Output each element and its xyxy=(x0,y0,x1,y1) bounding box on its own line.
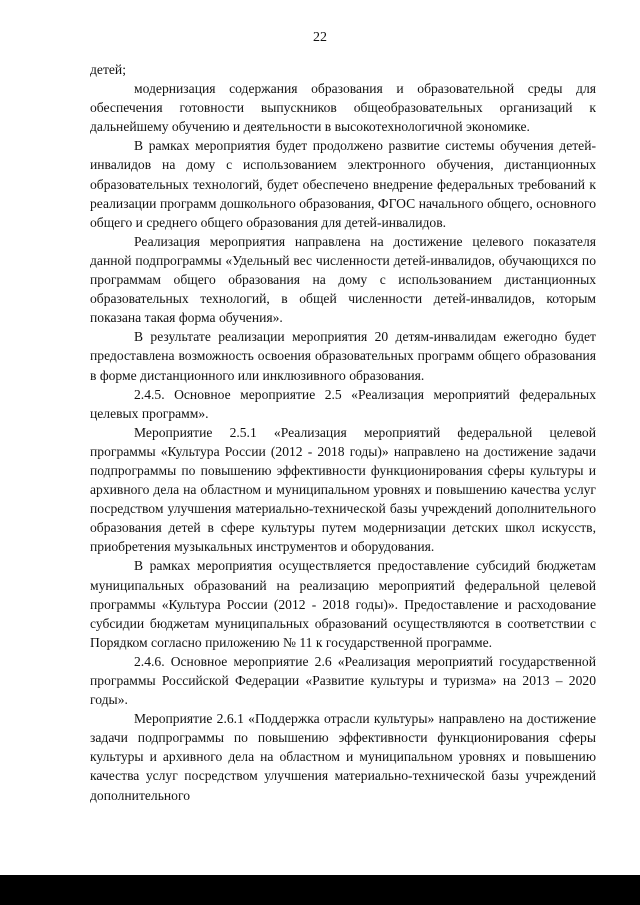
page-number: 22 xyxy=(313,30,327,45)
paragraph: Мероприятие 2.6.1 «Поддержка отрасли культуры» направлено на достижение задачи подпрограммы по повышению эффективности функционирования сферы культуры и архивного дела на областном и муниципальном уровнях и повышению качества услуг посредством улучшения материально-технической базы учреждений дополнительного xyxy=(90,711,596,803)
paragraph: В результате реализации мероприятия 20 детям-инвалидам ежегодно будет предоставлена возможность освоения образовательных программ общего образования в форме дистанционного или инклюзивного образования. xyxy=(90,329,596,383)
section-heading: 2.4.6. Основное мероприятие 2.6 «Реализация мероприятий государственной программы Российской Федерации «Развитие культуры и туризма» на 2013 – 2020 годы». xyxy=(90,653,596,708)
paragraph: Мероприятие 2.5.1 «Реализация мероприятий федеральной целевой программы «Культура России (2012 - 2018 годы)» направлено на достижение задачи подпрограммы по повышению эффективности функционирования сферы культуры и архивного дела на областном и муниципальном уровнях и повышению качества услуг посредством улучшения материально-технической базы учреждений дополнительного образования детей в сфере культуры путем модернизации детских школ искусств, приобретения музыкальных инструментов и оборудования. xyxy=(90,424,596,555)
document-body xyxy=(90,60,596,805)
paragraph: В рамках мероприятия будет продолжено развитие системы обучения детей-инвалидов на дому с использованием электронного обучения, дистанционных образовательных технологий, будет обеспечено внедрение федеральных требований к реализации программ дошкольного образования, ФГОС начального общего, основного общего и среднего общего образования для детей-инвалидов. xyxy=(90,138,596,230)
paragraph: детей; xyxy=(90,62,126,77)
paragraph: В рамках мероприятия осуществляется предоставление субсидий бюджетам муниципальных образований на реализацию мероприятий федеральной целевой программы «Культура России (2012 - 2018 годы)». Предоставление и расходование субсидии бюджетам муниципальных образований осуществляются в соответствии с Порядком согласно приложению № 11 к государственной программе. xyxy=(90,558,596,650)
paragraph: Реализация мероприятия направлена на достижение целевого показателя данной подпрограммы «Удельный вес численности детей-инвалидов, обучающихся по программам общего образования на дому с использованием дистанционных образовательных технологий, в общей численности детей-инвалидов, которым показана такая форма обучения». xyxy=(90,233,596,326)
paragraph: модернизация содержания образования и образовательной среды для обеспечения готовности выпускников общеобразовательных организаций к дальнейшему обучению и деятельности в высокотехнологичной экономике. xyxy=(90,81,596,135)
section-heading: 2.4.5. Основное мероприятие 2.5 «Реализация мероприятий федеральных целевых программ». xyxy=(90,386,596,421)
scan-border xyxy=(0,875,640,905)
